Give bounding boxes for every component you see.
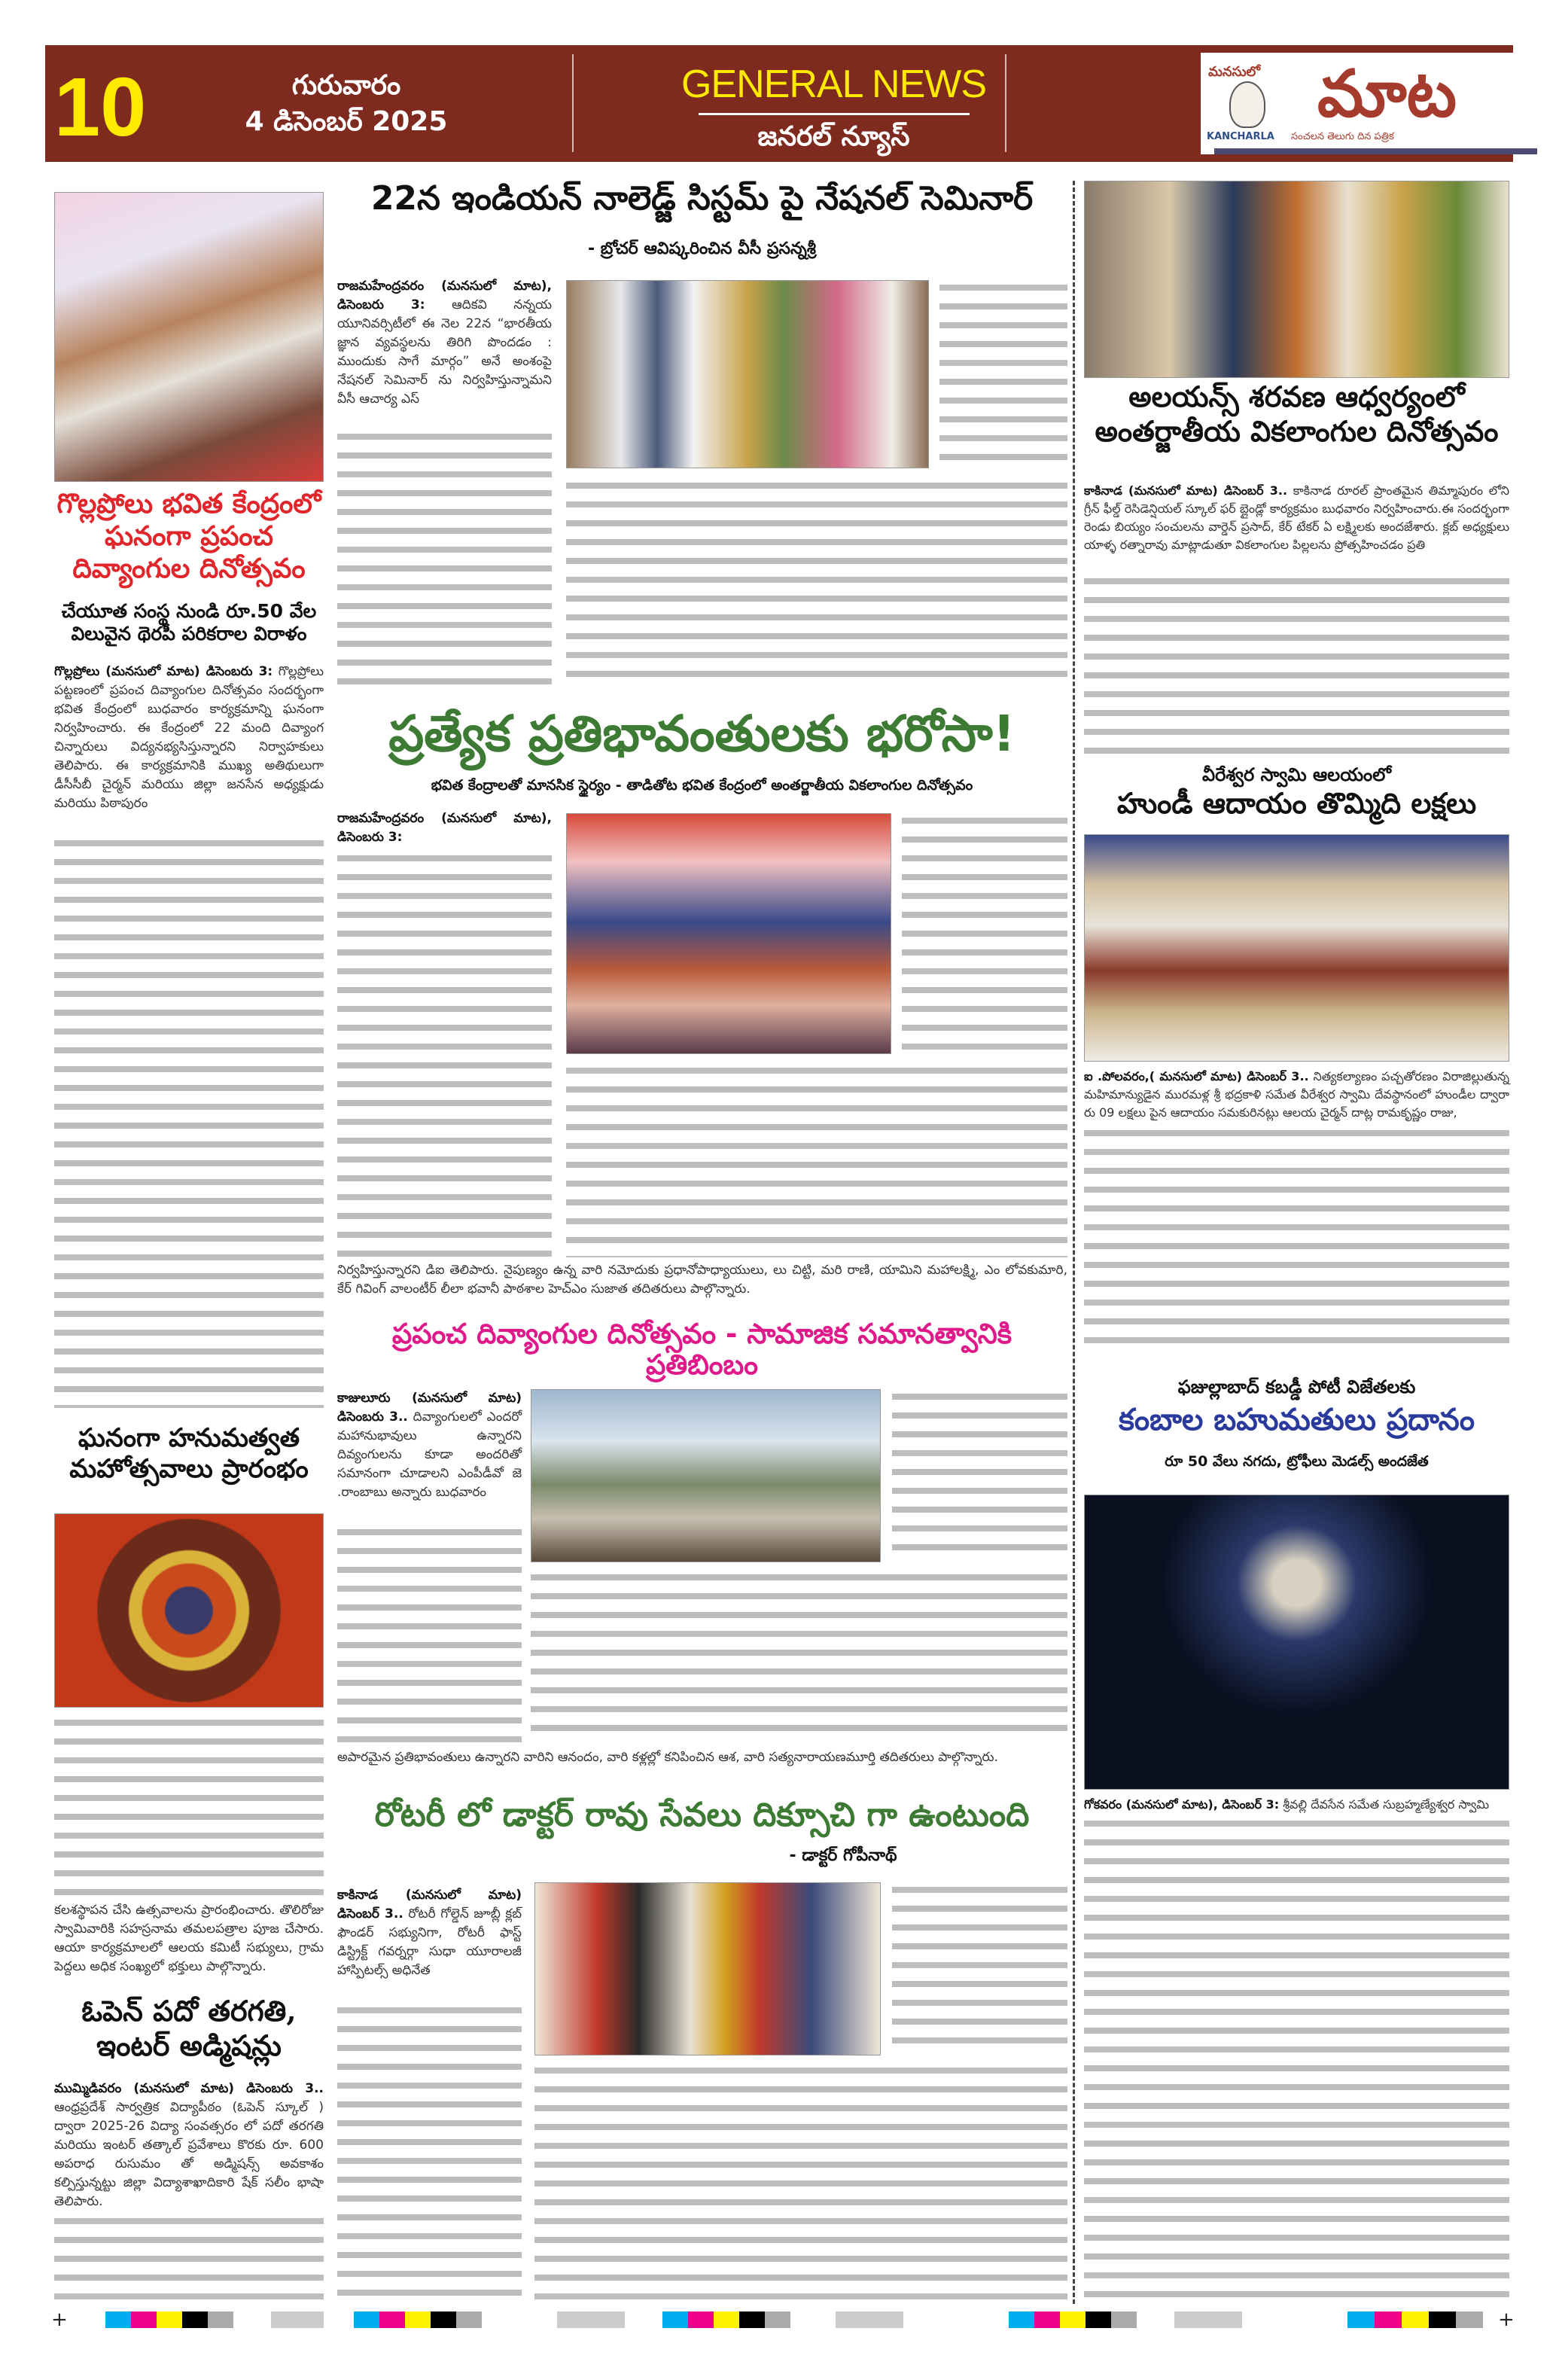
kabaddi-subhead: రూ 50 వేలు నగదు, ట్రోఫీలు మెడల్స్ అందజేత [1165,1453,1429,1470]
hundi-photo [1084,834,1509,1062]
text-continuation [1084,574,1509,762]
article-text: గొల్లప్రోలు పట్టణంలో ప్రపంచ దివ్యాంగుల దినోత్సవం సందర్భంగా భవిత కేంద్రంలో బుధవారం కార్యక్రమాన్ని ఘనంగా నిర్వహించారు. ఈ కేంద్రంలో 22 మంది దివ్యాంగ చిన్నారులు విద్యనభ్యసిస్తున్నారని నిర్వాహకులు తెలిపారు. ఈ కార్యక్రమానికి ముఖ్య అతిథులుగా డీసీసీబీ చైర్మన్ మరియు జిల్లా జనసేన అధ్యక్షుడు మరియు పిఠాపురం [54,664,324,811]
alliance-body [1084,482,1509,554]
logo-small-text: మనసులో [1208,64,1261,80]
newspaper-logo [1201,53,1551,154]
color-registration-bar [662,2311,790,2328]
dateline: కాజులూరు (మనసులో మాట) డిసెంబరు 3.. [337,1391,522,1425]
text-continuation [337,2003,522,2304]
divider [699,113,970,115]
hanuman-body: కలశస్థాపన చేసి ఉత్సవాలను ప్రారంభించారు. తొలిరోజు స్వామివారికి సహస్రనామ తమలపత్రాల పూజ చేసారు. ఆయా కార్యక్రమాలలో ఆలయ కమిటీ సభ్యులు, గ్రామ పెద్దలు అధిక సంఖ్యలో భక్తులు పాల్గొన్నారు. [54,1903,324,1974]
article-text: రోటరీ గోల్డెన్ జూబ్లీ క్లబ్ ఫౌండర్ సభ్యునిగా, రోటరీ ఫాస్ట్ డిస్ట్రిక్ట్ గవర్నర్గా సుధా యూరాలజీ హాస్పిటల్స్ అధినేత [337,1906,522,1978]
page-number: 10 [54,61,147,154]
text-continuation [892,1882,1067,2055]
hundi-headline: హుండీ ఆదాయం తొమ్మిది లక్షలు [1116,787,1477,820]
article-text: ఆంధ్రప్రదేశ్ సార్వత్రిక విద్యాపీఠం (ఓపెన్ స్కూల్ ) ద్వారా 2025-26 విద్యా సంవత్సరం లో పదో తరగతి మరియు ఇంటర్ తత్కాల్ ప్రవేశాలు కొరకు రూ. 600 అపరాధ రుసుమం తో అడ్మిషన్స్ అవకాశం కల్పిస్తున్నట్టు జిల్లా విద్యాశాఖాదికారి షేక్ సలీం భాషా తెలిపారు. [54,2100,324,2209]
pratibha-ending: నిర్వహిస్తున్నారని డిఐ తెలిపారు. నైపుణ్యం ఉన్న వారి నమోదుకు ప్రధానోపాధ్యాయులు, లు చిట్టి, మరి రాణి, యామిని మహాలక్ష్మి, ఎం లోవకుమారి, కేర్ గివింగ్ వాలంటీర్ లీలా భవానీ పాఠశాల హెచ్ఎం సుజాత తదితరులు పాల్గొన్నారు. [337,1263,1067,1297]
text-continuation [566,478,1067,689]
color-registration-bar [271,2311,324,2328]
hundi-kicker: వీరేశ్వర స్వామి ఆలయంలో [1202,764,1391,785]
rotary-body [337,1886,522,1980]
column-rule [1073,181,1075,2304]
dateline: రాజమహేంద్రవరం (మనసులో మాట), డిసెంబరు 3: [337,279,552,312]
dateline: రాజమహేంద్రవరం (మనసులో మాట), డిసెంబరు 3: [337,811,552,845]
article-text: దివ్యాంగులలో ఎందరో మహానుభావులు ఉన్నారని దివ్యంగులను కూడా అందరితో సమానంగా చూడాలని ఎంపీడీవో జె .రాంబాబు అన్నారు బుధవారం [337,1409,522,1500]
kabaddi-kicker: ఫజుల్లాబాద్ కబడ్డీ పోటీ విజేతలకు [1177,1376,1416,1397]
section-title-en: GENERAL NEWS [681,62,987,106]
alliance-photo [1084,181,1509,378]
seminar-body [337,277,552,409]
dateline: ఐ .పోలవరం,( మనసులో మాట) డిసెంబర్ 3.. [1084,1069,1309,1083]
article-text: ఆదికవి నన్నయ యూనివర్సిటీలో ఈ నెల 22న “భారతీయ జ్ఞాన వ్యవస్థలను తిరిగి పొందడం : ముందుకు సాగే మార్గం” అనే అంశంపై నేషనల్ సెమినార్ ను నిర్వహిస్తున్నామని వీసీ ఆచార్య ఎస్ [337,297,552,407]
article-text: నిత్యకల్యాణం పచ్చతోరణం విరాజిల్లుతున్న మహిమాన్యుడైన మురమళ్ల శ్రీ భద్రకాళి సమేత వీరేశ్వర స్వామి దేవస్థానంలో హుండీల ద్వారా రు 09 లక్షలు పైన ఆదాయం సమకురినట్లు ఆలయ చైర్మన్ దాట్ల రామకృష్ణం రాజు, [1084,1069,1509,1120]
logo-bar [1214,148,1537,154]
kabaddi-headline: కంబాల బహుమతులు ప్రదానం [1118,1403,1475,1437]
section-title [617,62,1050,159]
color-registration-bar [1174,2311,1242,2328]
dateline: కాకినాడ (మనసులో మాట) డిసెంబర్ 3.. [337,1888,522,1921]
pratibha-headline: ప్రత్యేక ప్రతిభావంతులకు భరోసా! [388,705,1016,763]
open-school-headline: ఓపెన్ పదో తరగతి, ఇంటర్ అడ్మిషన్లు [81,1994,297,2062]
divider [1005,54,1006,152]
seminar-headline: 22న ఇండియన్ నాలెడ్జ్ సిస్టమ్ పై నేషనల్ సెమినార్ [370,179,1034,218]
seminar-subhead: - బ్రోచర్ ఆవిష్కరించిన వీసీ ప్రసన్నశ్రీ [587,239,817,258]
text-continuation [531,1570,1067,1743]
divyang-photo [531,1389,881,1562]
text-continuation [902,813,1067,1054]
text-continuation [337,851,552,1257]
gollaprolu-subhead: చేయూత సంస్థ నుండి రూ.50 వేల విలువైన థెరపీ పరికరాల విరాళం [61,600,317,645]
pratibha-photo [566,813,891,1054]
rotary-byline: - డాక్టర్ గోపీనాథ్ [789,1846,897,1865]
text-continuation [1084,1816,1509,2304]
weekday: గురువారం [291,70,401,101]
gollaprolu-headline: గొల్లప్రోలు భవిత కేంద్రంలో ఘనంగా ప్రపంచ దివ్యాంగుల దినోత్సవం [56,489,321,585]
divyang-ending: అపారమైన ప్రతిభావంతులు ఉన్నారని వారిని ఆనందం, వారి కళ్లల్లో కనిపించిన ఆశ, వారి సత్యనారాయణమూర్తి తదితరులు పాల్గొన్నారు. [337,1750,998,1765]
color-registration-bar [354,2311,482,2328]
article-text: శ్రీవల్లి దేవసేన సమేత సుబ్రహ్మణ్యేశ్వర స్వామి [1283,1797,1490,1812]
color-registration-bar [836,2311,903,2328]
seminar-photo [566,280,929,468]
text-continuation [939,280,1067,468]
dateline: కాకినాడ (మనసులో మాట) డిసెంబర్ 3.. [1084,483,1288,498]
rotary-headline: రోటరీ లో డాక్టర్ రావు సేవలు దిక్సూచి గా ఉంటుంది [374,1796,1030,1834]
masthead [45,45,1513,162]
divyang-body [337,1389,522,1502]
pratibha-subhead: భవిత కేంద్రాలతో మానసిక స్థైర్యం - తాడితోట భవిత కేంద్రంలో అంతర్జాతీయ వికలాంగుల దినోత్సవం [431,777,973,794]
gollaprolu-photo [54,192,324,482]
text-continuation [534,2063,1067,2304]
crop-mark-icon: + [51,2308,68,2331]
dateline: గోకవరం (మనసులో మాట), డిసెంబర్ 3: [1084,1797,1280,1812]
pratibha-body [337,809,552,847]
text-continuation [54,1715,324,1900]
rotary-photo [534,1882,881,2055]
text-continuation [1084,1126,1509,1352]
date: 4 డిసెంబర్ 2025 [245,106,448,137]
text-continuation [54,836,324,1408]
logo-big-text: మాట [1317,56,1457,132]
text-continuation [337,1525,522,1743]
color-registration-bar [105,2311,233,2328]
gollaprolu-body [54,663,324,813]
color-registration-bar [557,2311,625,2328]
date-block [233,68,459,140]
hundi-body [1084,1068,1509,1122]
text-continuation [892,1389,1067,1562]
article-text: కాకినాడ రూరల్ ప్రాంతమైన తిమ్మాపురం లోని గ్రీన్ ఫీల్డ్ రెసిడెన్షియల్ స్కూల్ ఫర్ బ్లైండ్లో కార్యక్రమం బుధవారం నిర్వహించారు.ఈ సందర్భంగా రెండు బియ్యం సంచులను వార్డెన్ ప్రసాద్, కేర్ టేకర్ ఏ లక్ష్మిలకు అందజేశారు. క్లబ్ అధ్యక్షులు యాళ్ళ రత్నారావు మాట్లాడుతూ వికలాంగుల పిల్లలను ప్రోత్సహించడం ప్రతి [1084,483,1510,552]
kabaddi-photo [1084,1495,1509,1790]
color-registration-bar [1347,2311,1483,2328]
color-registration-bar [1009,2311,1137,2328]
open-school-body [54,2080,324,2211]
hanuman-photo [54,1513,324,1708]
logo-tagline: సంచలన తెలుగు దిన పత్రిక [1291,131,1394,142]
divider [572,54,574,152]
hanuman-headline: ఘనంగా హనుమత్వత మహోత్సవాలు ప్రారంభం [69,1423,309,1484]
text-continuation [54,2214,324,2304]
dateline: గొల్లప్రోలు (మనసులో మాట) డిసెంబరు 3: [54,664,273,679]
dateline: ముమ్మిడివరం (మనసులో మాట) డిసెంబరు 3.. [54,2081,324,2096]
text-continuation [337,429,552,689]
portrait-icon [1229,81,1265,128]
section-title-te: జనరల్ న్యూస్ [757,121,910,152]
divyang-headline: ప్రపంచ దివ్యాంగుల దినోత్సవం - సామాజిక సమానత్వానికి ప్రతిబింబం [391,1318,1012,1381]
crop-mark-icon: + [1498,2308,1515,2331]
kabaddi-body [1084,1796,1509,1814]
alliance-headline: అలయన్స్ శరవణ ఆధ్వర్యంలో అంతర్జాతీయ వికలాంగుల దినోత్సవం [1095,380,1499,448]
text-continuation [566,1063,1067,1257]
logo-brand: KANCHARLA [1207,131,1274,142]
